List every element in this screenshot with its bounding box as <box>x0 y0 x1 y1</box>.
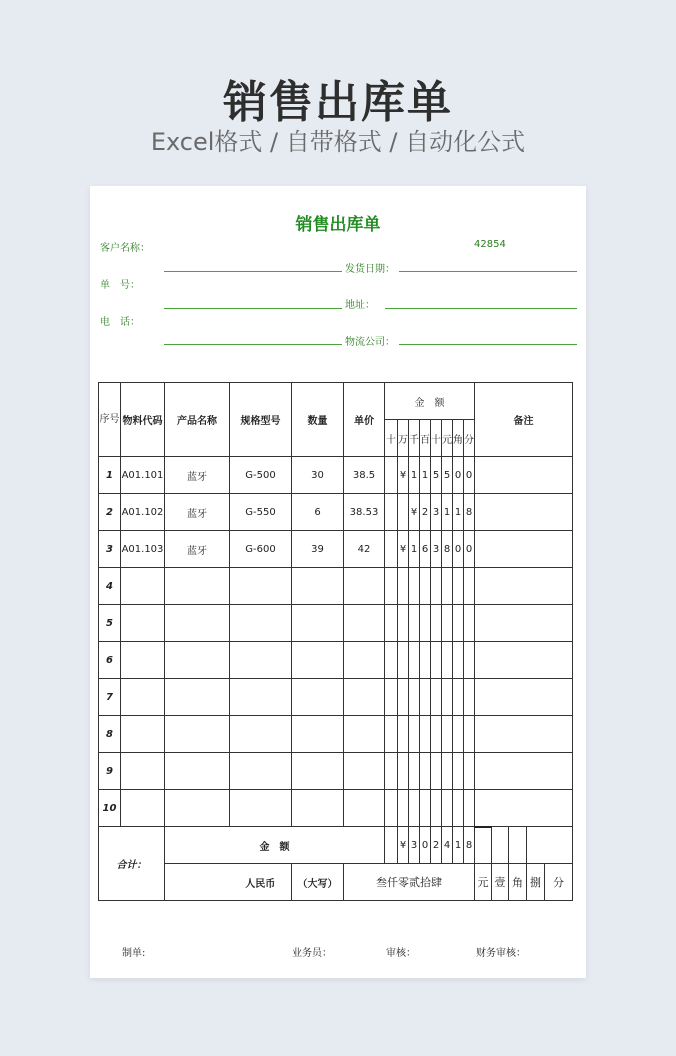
total-digit: 0 <box>420 827 431 864</box>
material-code-cell[interactable] <box>121 568 165 605</box>
row-number: 1 <box>99 457 121 494</box>
qty-cell[interactable]: 6 <box>292 494 344 531</box>
spec-cell[interactable]: G-550 <box>230 494 292 531</box>
seq-header: 序号 <box>99 383 121 457</box>
material-code-cell[interactable] <box>121 716 165 753</box>
amount-digit <box>453 790 464 827</box>
spec-cell[interactable] <box>230 790 292 827</box>
amount-digit <box>398 753 409 790</box>
amount-digit: 1 <box>409 531 420 568</box>
amount-digit: 3 <box>431 494 442 531</box>
total-digit <box>385 827 398 864</box>
amount-digit <box>409 790 420 827</box>
amount-digit: 0 <box>464 531 475 568</box>
total-blank-cell <box>492 827 509 864</box>
spec-header: 规格型号 <box>230 383 292 457</box>
amount-digit <box>431 716 442 753</box>
amount-digit: ¥ <box>398 531 409 568</box>
phone-field[interactable] <box>164 344 342 345</box>
amount-digit <box>442 716 453 753</box>
material-code-header: 物料代码 <box>121 383 165 457</box>
unit-price-cell[interactable] <box>344 679 385 716</box>
total-digit: 3 <box>409 827 420 864</box>
amount-digit <box>385 642 398 679</box>
amount-digit <box>442 790 453 827</box>
row-number: 9 <box>99 753 121 790</box>
amount-digit <box>453 716 464 753</box>
amount-digit <box>464 679 475 716</box>
table-row <box>99 531 573 568</box>
product-name-cell[interactable] <box>165 605 230 642</box>
product-name-cell[interactable]: 蓝牙 <box>165 494 230 531</box>
table-row <box>99 679 573 716</box>
remark-cell[interactable] <box>475 457 573 494</box>
unit-price-cell[interactable] <box>344 716 385 753</box>
amount-digit <box>385 605 398 642</box>
total-label: 合计： <box>99 827 165 901</box>
serial-number: 42854 <box>474 239 506 250</box>
amount-digit <box>420 568 431 605</box>
table-row <box>99 457 573 494</box>
table-row <box>99 753 573 790</box>
uppercase-unit: 元 <box>475 864 492 901</box>
product-name-cell[interactable] <box>165 790 230 827</box>
total-digit: 8 <box>464 827 475 864</box>
uppercase-unit: 分 <box>545 864 573 901</box>
amount-digit <box>398 605 409 642</box>
total-digit: 2 <box>431 827 442 864</box>
amount-digit <box>385 753 398 790</box>
spec-cell[interactable] <box>230 679 292 716</box>
ship-date-field[interactable] <box>399 271 577 272</box>
amount-digit <box>385 790 398 827</box>
uppercase-label: （大写） <box>292 864 344 901</box>
total-blank-cell <box>527 827 573 864</box>
amount-digit: 6 <box>420 531 431 568</box>
qty-cell[interactable] <box>292 568 344 605</box>
table-row <box>99 568 573 605</box>
remark-cell[interactable] <box>475 716 573 753</box>
amount-digit: 1 <box>420 457 431 494</box>
banner-title: 销售出库单 <box>223 77 453 128</box>
amount-digit <box>431 679 442 716</box>
amount-digit <box>442 753 453 790</box>
amount-digit <box>409 679 420 716</box>
rmb-spacer <box>165 864 230 901</box>
product-name-cell[interactable]: 蓝牙 <box>165 457 230 494</box>
qty-cell[interactable]: 39 <box>292 531 344 568</box>
ship-date-label: 发货日期： <box>345 264 395 275</box>
product-name-cell[interactable]: 蓝牙 <box>165 531 230 568</box>
total-digit: ¥ <box>398 827 409 864</box>
amount-digit <box>464 605 475 642</box>
remark-cell[interactable] <box>475 605 573 642</box>
qty-cell[interactable] <box>292 605 344 642</box>
customer-field[interactable] <box>164 271 342 272</box>
logistics-label: 物流公司： <box>345 337 395 348</box>
amount-digit <box>385 568 398 605</box>
unit-price-cell[interactable]: 38.5 <box>344 457 385 494</box>
order-no-label: 单 号： <box>100 280 140 291</box>
product-name-cell[interactable] <box>165 568 230 605</box>
amount-digit: 1 <box>453 494 464 531</box>
amount-digit <box>409 568 420 605</box>
qty-header: 数量 <box>292 383 344 457</box>
remark-cell[interactable] <box>475 568 573 605</box>
amount-digit <box>464 642 475 679</box>
amount-digit <box>398 716 409 753</box>
amount-digit <box>398 790 409 827</box>
amount-digit: 5 <box>431 457 442 494</box>
customer-label: 客户名称： <box>100 243 150 254</box>
product-name-cell[interactable] <box>165 679 230 716</box>
total-digit: 4 <box>442 827 453 864</box>
digit-place-header: 分 <box>464 420 475 457</box>
amount-digit <box>464 790 475 827</box>
material-code-cell[interactable] <box>121 679 165 716</box>
document-title: 销售出库单 <box>295 215 381 235</box>
amount-header: 金 额 <box>385 383 475 420</box>
product-name-cell[interactable] <box>165 642 230 679</box>
total-blank-cell <box>475 827 492 864</box>
amount-digit: 8 <box>464 494 475 531</box>
row-number: 7 <box>99 679 121 716</box>
amount-digit <box>409 642 420 679</box>
spec-cell[interactable] <box>230 568 292 605</box>
phone-label: 电 话： <box>100 317 140 328</box>
material-code-cell[interactable] <box>121 642 165 679</box>
amount-digit: 0 <box>453 457 464 494</box>
table-row <box>99 716 573 753</box>
amount-digit <box>431 568 442 605</box>
amount-digit <box>453 679 464 716</box>
qty-cell[interactable] <box>292 642 344 679</box>
uppercase-unit: 角 <box>509 864 527 901</box>
remark-cell[interactable] <box>475 753 573 790</box>
digit-place-header: 十 <box>431 420 442 457</box>
amount-digit <box>420 605 431 642</box>
delivery-note-sheet <box>90 186 586 978</box>
amount-digit <box>398 679 409 716</box>
unit-price-cell[interactable] <box>344 605 385 642</box>
amount-digit <box>409 753 420 790</box>
amount-digit <box>431 790 442 827</box>
remark-cell[interactable] <box>475 642 573 679</box>
total-uppercase-row <box>99 864 573 901</box>
rmb-label: 人民币 <box>230 864 292 901</box>
unit-price-cell[interactable] <box>344 568 385 605</box>
amount-digit: 0 <box>464 457 475 494</box>
amount-digit <box>420 753 431 790</box>
qty-cell[interactable] <box>292 716 344 753</box>
unit-price-cell[interactable]: 42 <box>344 531 385 568</box>
amount-digit <box>442 605 453 642</box>
qty-cell[interactable] <box>292 790 344 827</box>
spec-cell[interactable] <box>230 642 292 679</box>
material-code-cell[interactable] <box>121 790 165 827</box>
amount-digit: 2 <box>420 494 431 531</box>
amount-digit: ¥ <box>398 457 409 494</box>
amount-digit <box>442 642 453 679</box>
amount-digit <box>409 605 420 642</box>
items-table <box>98 382 573 901</box>
amount-digit <box>420 716 431 753</box>
product-name-header: 产品名称 <box>165 383 230 457</box>
product-name-cell[interactable] <box>165 716 230 753</box>
remark-cell[interactable] <box>475 679 573 716</box>
order-no-field[interactable] <box>164 308 342 309</box>
remark-cell[interactable] <box>475 531 573 568</box>
uppercase-amount: 叁仟零贰拾肆 <box>344 864 475 901</box>
amount-digit <box>464 716 475 753</box>
banner-subtitle: Excel格式 / 自带格式 / 自动化公式 <box>150 128 526 156</box>
amount-digit: 3 <box>431 531 442 568</box>
qty-cell[interactable] <box>292 679 344 716</box>
row-number: 4 <box>99 568 121 605</box>
row-number: 8 <box>99 716 121 753</box>
amount-digit <box>420 790 431 827</box>
material-code-cell[interactable]: A01.102 <box>121 494 165 531</box>
uppercase-unit: 壹 <box>492 864 509 901</box>
row-number: 6 <box>99 642 121 679</box>
table-row <box>99 790 573 827</box>
spec-cell[interactable] <box>230 605 292 642</box>
item-rows <box>99 457 573 827</box>
digit-place-header: 角 <box>453 420 464 457</box>
digit-place-header: 千 <box>409 420 420 457</box>
address-field[interactable] <box>385 308 577 309</box>
table-header-row <box>99 383 573 420</box>
remark-cell[interactable] <box>475 494 573 531</box>
amount-digit: 5 <box>442 457 453 494</box>
amount-digit <box>431 605 442 642</box>
amount-digit <box>442 679 453 716</box>
amount-digit <box>453 642 464 679</box>
amount-digit <box>420 642 431 679</box>
amount-digit <box>442 568 453 605</box>
amount-digit: ¥ <box>409 494 420 531</box>
maker-label: 制单: <box>122 948 146 959</box>
uppercase-unit: 捌 <box>527 864 545 901</box>
amount-digit <box>385 457 398 494</box>
salesman-label: 业务员： <box>292 948 332 959</box>
qty-cell[interactable]: 30 <box>292 457 344 494</box>
amount-digit <box>453 568 464 605</box>
reviewer-label: 审核： <box>386 948 416 959</box>
row-number: 10 <box>99 790 121 827</box>
amount-digit <box>385 716 398 753</box>
amount-digit: 1 <box>409 457 420 494</box>
amount-digit <box>385 531 398 568</box>
material-code-cell[interactable] <box>121 605 165 642</box>
amount-digit: 8 <box>442 531 453 568</box>
material-code-cell[interactable]: A01.103 <box>121 531 165 568</box>
remark-cell[interactable] <box>475 790 573 827</box>
amount-digit <box>420 679 431 716</box>
amount-digit <box>464 753 475 790</box>
material-code-cell[interactable] <box>121 753 165 790</box>
unit-price-header: 单价 <box>344 383 385 457</box>
qty-cell[interactable] <box>292 753 344 790</box>
unit-price-cell[interactable]: 38.53 <box>344 494 385 531</box>
spec-cell[interactable]: G-500 <box>230 457 292 494</box>
amount-digit <box>464 568 475 605</box>
row-number: 3 <box>99 531 121 568</box>
product-name-cell[interactable] <box>165 753 230 790</box>
table-row <box>99 642 573 679</box>
unit-price-cell[interactable] <box>344 790 385 827</box>
row-number: 2 <box>99 494 121 531</box>
amount-digit <box>431 642 442 679</box>
amount-digit <box>398 642 409 679</box>
amount-digit <box>398 568 409 605</box>
spec-cell[interactable] <box>230 716 292 753</box>
amount-digit <box>453 605 464 642</box>
amount-digit <box>398 494 409 531</box>
finance-reviewer-label: 财务审核： <box>476 948 526 959</box>
amount-digit <box>385 494 398 531</box>
amount-digit <box>385 679 398 716</box>
row-number: 5 <box>99 605 121 642</box>
digit-place-header: 十 <box>385 420 398 457</box>
digit-place-header: 元 <box>442 420 453 457</box>
total-digit: 1 <box>453 827 464 864</box>
logistics-field[interactable] <box>399 344 577 345</box>
table-row <box>99 605 573 642</box>
spec-cell[interactable]: G-600 <box>230 531 292 568</box>
address-label: 地址： <box>345 300 375 311</box>
digit-place-header: 万 <box>398 420 409 457</box>
amount-digit: 1 <box>442 494 453 531</box>
unit-price-cell[interactable] <box>344 753 385 790</box>
amount-digit <box>431 753 442 790</box>
table-row <box>99 494 573 531</box>
digit-place-header: 百 <box>420 420 431 457</box>
amount-digit <box>453 753 464 790</box>
amount-digit: 0 <box>453 531 464 568</box>
total-blank-cell <box>509 827 527 864</box>
material-code-cell[interactable]: A01.101 <box>121 457 165 494</box>
total-amount-row <box>99 827 573 864</box>
spec-cell[interactable] <box>230 753 292 790</box>
unit-price-cell[interactable] <box>344 642 385 679</box>
amount-digit <box>409 716 420 753</box>
remark-header: 备注 <box>475 383 573 457</box>
total-amount-label: 金 额 <box>165 827 385 864</box>
